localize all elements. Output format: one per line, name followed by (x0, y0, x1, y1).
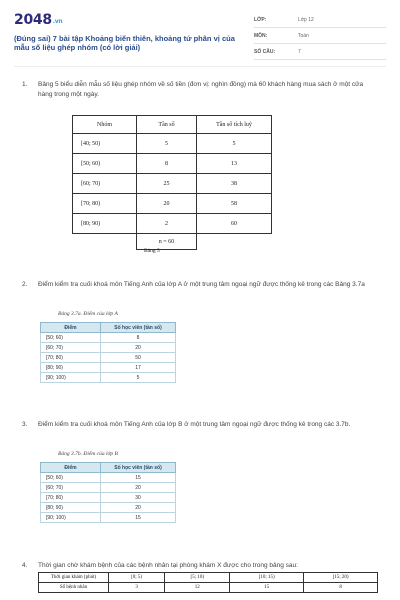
table-cell: [10; 15) (230, 573, 304, 583)
logo-text: 2048 (14, 12, 52, 28)
table-cell: 5 (101, 373, 176, 383)
table-cell: [90; 100) (41, 513, 101, 523)
table-cell: 13 (197, 154, 272, 174)
table-row (41, 363, 176, 373)
question-number: 3. (22, 421, 28, 428)
question-text: Điểm kiểm tra cuối khoá môn Tiếng Anh của lớp A ở một trung tâm ngoại ngữ được thống kê trong các Bảng 3.7a (38, 281, 365, 288)
table-cell: 60 (197, 214, 272, 234)
table-cell-empty (197, 234, 272, 250)
table-cell: 5 (137, 134, 197, 154)
table-row-label: Số bệnh nhân (39, 583, 109, 593)
table-cell: 2 (137, 214, 197, 234)
table-row (73, 174, 272, 194)
waiting-time-table (38, 572, 378, 593)
table-cell: 5 (197, 134, 272, 154)
table-cell: 8 (137, 154, 197, 174)
table-cell: 3 (109, 583, 165, 593)
table-cell: [40; 50) (73, 134, 137, 154)
table-cell: 15 (230, 583, 304, 593)
table-cell: [70; 80) (73, 194, 137, 214)
table-cell: [80; 90) (41, 363, 101, 373)
table-row (41, 353, 176, 363)
table-header-cell: Điểm (41, 323, 101, 333)
table-row (41, 333, 176, 343)
table-row (41, 473, 176, 483)
meta-key: LỚP: (254, 17, 267, 23)
meta-row-grade (254, 14, 386, 28)
table-cell: 25 (137, 174, 197, 194)
page-header (14, 12, 386, 60)
table-row (41, 493, 176, 503)
table-row (41, 503, 176, 513)
table-cell: [5; 10) (165, 573, 230, 583)
table-cell-empty (73, 234, 137, 250)
table-cell: 50 (101, 353, 176, 363)
table-cell: 20 (137, 194, 197, 214)
question-text: Thời gian chờ khám bệnh của các bệnh nhân tại phòng khám X được cho trong bảng sau: (38, 562, 298, 569)
table-cell: [70; 80) (41, 493, 101, 503)
table-cell: [90; 100) (41, 373, 101, 383)
table-cell: 8 (304, 583, 378, 593)
table-cell: [0; 5) (109, 573, 165, 583)
table-header-cell: Tần số tích luỹ (197, 116, 272, 134)
table-header-cell: Số học viên (tần số) (101, 463, 176, 473)
question-number: 1. (22, 81, 28, 88)
score-table-class-a (40, 322, 176, 383)
table-header-row (41, 323, 176, 333)
meta-row-subject (254, 30, 386, 44)
question-text: Điểm kiểm tra cuối khoá môn Tiếng Anh của lớp B ở một trung tâm ngoại ngữ được thống kê trong các 3.7b. (38, 421, 351, 428)
header-divider (14, 66, 386, 67)
table-cell: 8 (101, 333, 176, 343)
table-cell: [50; 60) (73, 154, 137, 174)
table-row (73, 134, 272, 154)
table-row (41, 343, 176, 353)
table-row (41, 373, 176, 383)
document-meta (254, 14, 386, 62)
table-row (73, 214, 272, 234)
document-title: (Đúng sai) 7 bài tập Khoảng biến thiên, khoảng tứ phân vị của mẫu số liệu ghép nhóm (có lời giải) (14, 34, 235, 52)
table-cell: 17 (101, 363, 176, 373)
question-number: 4. (22, 562, 28, 569)
meta-key: SỐ CÂU: (254, 49, 276, 55)
table-cell: 20 (101, 343, 176, 353)
meta-key: MÔN: (254, 33, 268, 39)
logo-suffix: .vn (52, 18, 63, 25)
table-cell: 12 (165, 583, 230, 593)
table-row-label: Thời gian khám (phút) (39, 573, 109, 583)
table-row (73, 154, 272, 174)
meta-value: Lớp 12 (298, 17, 314, 23)
table-total-row (73, 234, 272, 250)
table-cell: [50; 60) (41, 473, 101, 483)
table-cell: 38 (197, 174, 272, 194)
table-header-cell: Nhóm (73, 116, 137, 134)
table-cell: [50; 60) (41, 333, 101, 343)
site-logo[interactable] (14, 12, 62, 28)
table-cell: 30 (101, 493, 176, 503)
table-row (73, 194, 272, 214)
table-row (41, 483, 176, 493)
score-table-class-b (40, 462, 176, 523)
table-cell: 20 (101, 503, 176, 513)
table-cell: 15 (101, 513, 176, 523)
table-cell: [60; 70) (73, 174, 137, 194)
table-caption: Bảng 3.7a. Điểm của lớp A (58, 311, 118, 317)
table-cell: [70; 80) (41, 353, 101, 363)
meta-value: Toán (298, 33, 309, 39)
question-text: Bảng 5 biểu diễn mẫu số liệu ghép nhóm về số tiền (đơn vị: nghìn đồng) mà 60 khách hàng mua sách ở một cửa hàng trong một ngày. (38, 81, 364, 98)
table-caption: Bảng 3.7b. Điểm của lớp B (58, 451, 118, 457)
table-header-row (73, 116, 272, 134)
table-cell: 15 (101, 473, 176, 483)
table-header-cell: Số học viên (tần số) (101, 323, 176, 333)
table-cell: [15; 20) (304, 573, 378, 583)
table-cell: [60; 70) (41, 483, 101, 493)
table-row (39, 573, 378, 583)
frequency-table-5 (72, 115, 272, 250)
table-header-cell: Điểm (41, 463, 101, 473)
table-row (39, 583, 378, 593)
table-cell: [80; 90) (41, 503, 101, 513)
table-cell: [60; 70) (41, 343, 101, 353)
meta-value: 7 (298, 49, 301, 55)
question-number: 2. (22, 281, 28, 288)
table-cell: 20 (101, 483, 176, 493)
meta-row-count (254, 46, 386, 60)
table-caption: Bảng 5 (144, 248, 160, 254)
table-row (41, 513, 176, 523)
table-cell: 58 (197, 194, 272, 214)
table-header-cell: Tần số (137, 116, 197, 134)
table-cell: [80; 90) (73, 214, 137, 234)
table-header-row (41, 463, 176, 473)
table-total-cell: n = 60 (137, 234, 197, 250)
